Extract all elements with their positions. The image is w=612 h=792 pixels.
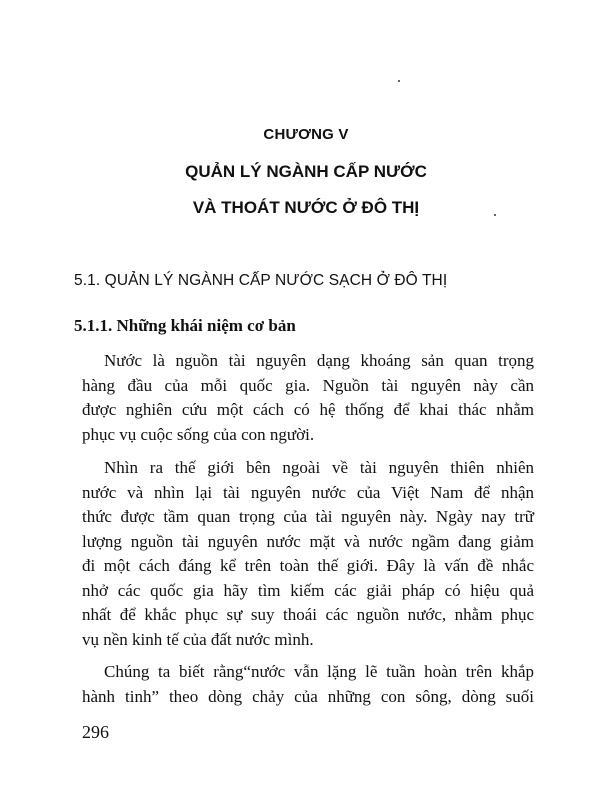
paragraph-line: hàng đầu của mỗi quốc gia. Nguồn tài nguyên này cần	[82, 375, 534, 395]
paragraph-line: nhở các quốc gia hãy tìm kiếm các giải pháp có hiệu quả	[82, 580, 534, 600]
scan-speck	[398, 80, 400, 82]
paragraph-1	[82, 349, 534, 447]
paragraph-line: nhất để khắc phục sự suy thoái các nguồn nước, nhằm phục	[82, 605, 534, 624]
paragraph-line: Nhìn ra thế giới bên ngoài về tài nguyên thiên nhiên	[104, 458, 534, 477]
chapter-title-line-2: VÀ THOÁT NƯỚC Ở ĐÔ THỊ	[192, 198, 420, 217]
paragraph-3	[82, 660, 534, 709]
paragraph-line: đi một cách đáng kể trên toàn thế giới. Đây là vấn đề nhắc	[82, 556, 534, 575]
paragraph-line: Nước là nguồn tài nguyên dạng khoáng sản quan trọng	[104, 351, 534, 370]
paragraph-line: hành tinh” theo dòng chảy của những con sông, dòng suối	[82, 686, 534, 706]
paragraph-line: thức được tầm quan trọng của tài nguyên này. Ngày nay trữ	[82, 507, 534, 526]
paragraph-line: Chúng ta biết rằng“nước vẫn lặng lẽ tuần hoàn trên khắp	[104, 662, 534, 681]
paragraph-2	[82, 456, 534, 652]
paragraph-line: lượng nguồn tài nguyên nước mặt và nước ngầm đang giảm	[82, 531, 534, 551]
paragraph-line: nước và nhìn lại tài nguyên nước của Việt Nam để nhận	[82, 482, 534, 502]
paragraph-line: vụ nền kinh tế của đất nước mình.	[82, 629, 314, 649]
chapter-title-line-1: QUẢN LÝ NGÀNH CẤP NƯỚC	[185, 162, 427, 181]
paragraph-line: được nghiên cứu một cách có hệ thống để khai thác nhằm	[82, 400, 534, 419]
chapter-label: CHƯƠNG V	[263, 126, 349, 143]
paragraph-line: phục vụ cuộc sống của con người.	[82, 424, 315, 444]
page-number: 296	[82, 722, 109, 742]
section-heading: 5.1. QUẢN LÝ NGÀNH CẤP NƯỚC SẠCH Ở ĐÔ THỊ	[74, 272, 448, 289]
subsection-heading: 5.1.1. Những khái niệm cơ bản	[74, 316, 296, 335]
